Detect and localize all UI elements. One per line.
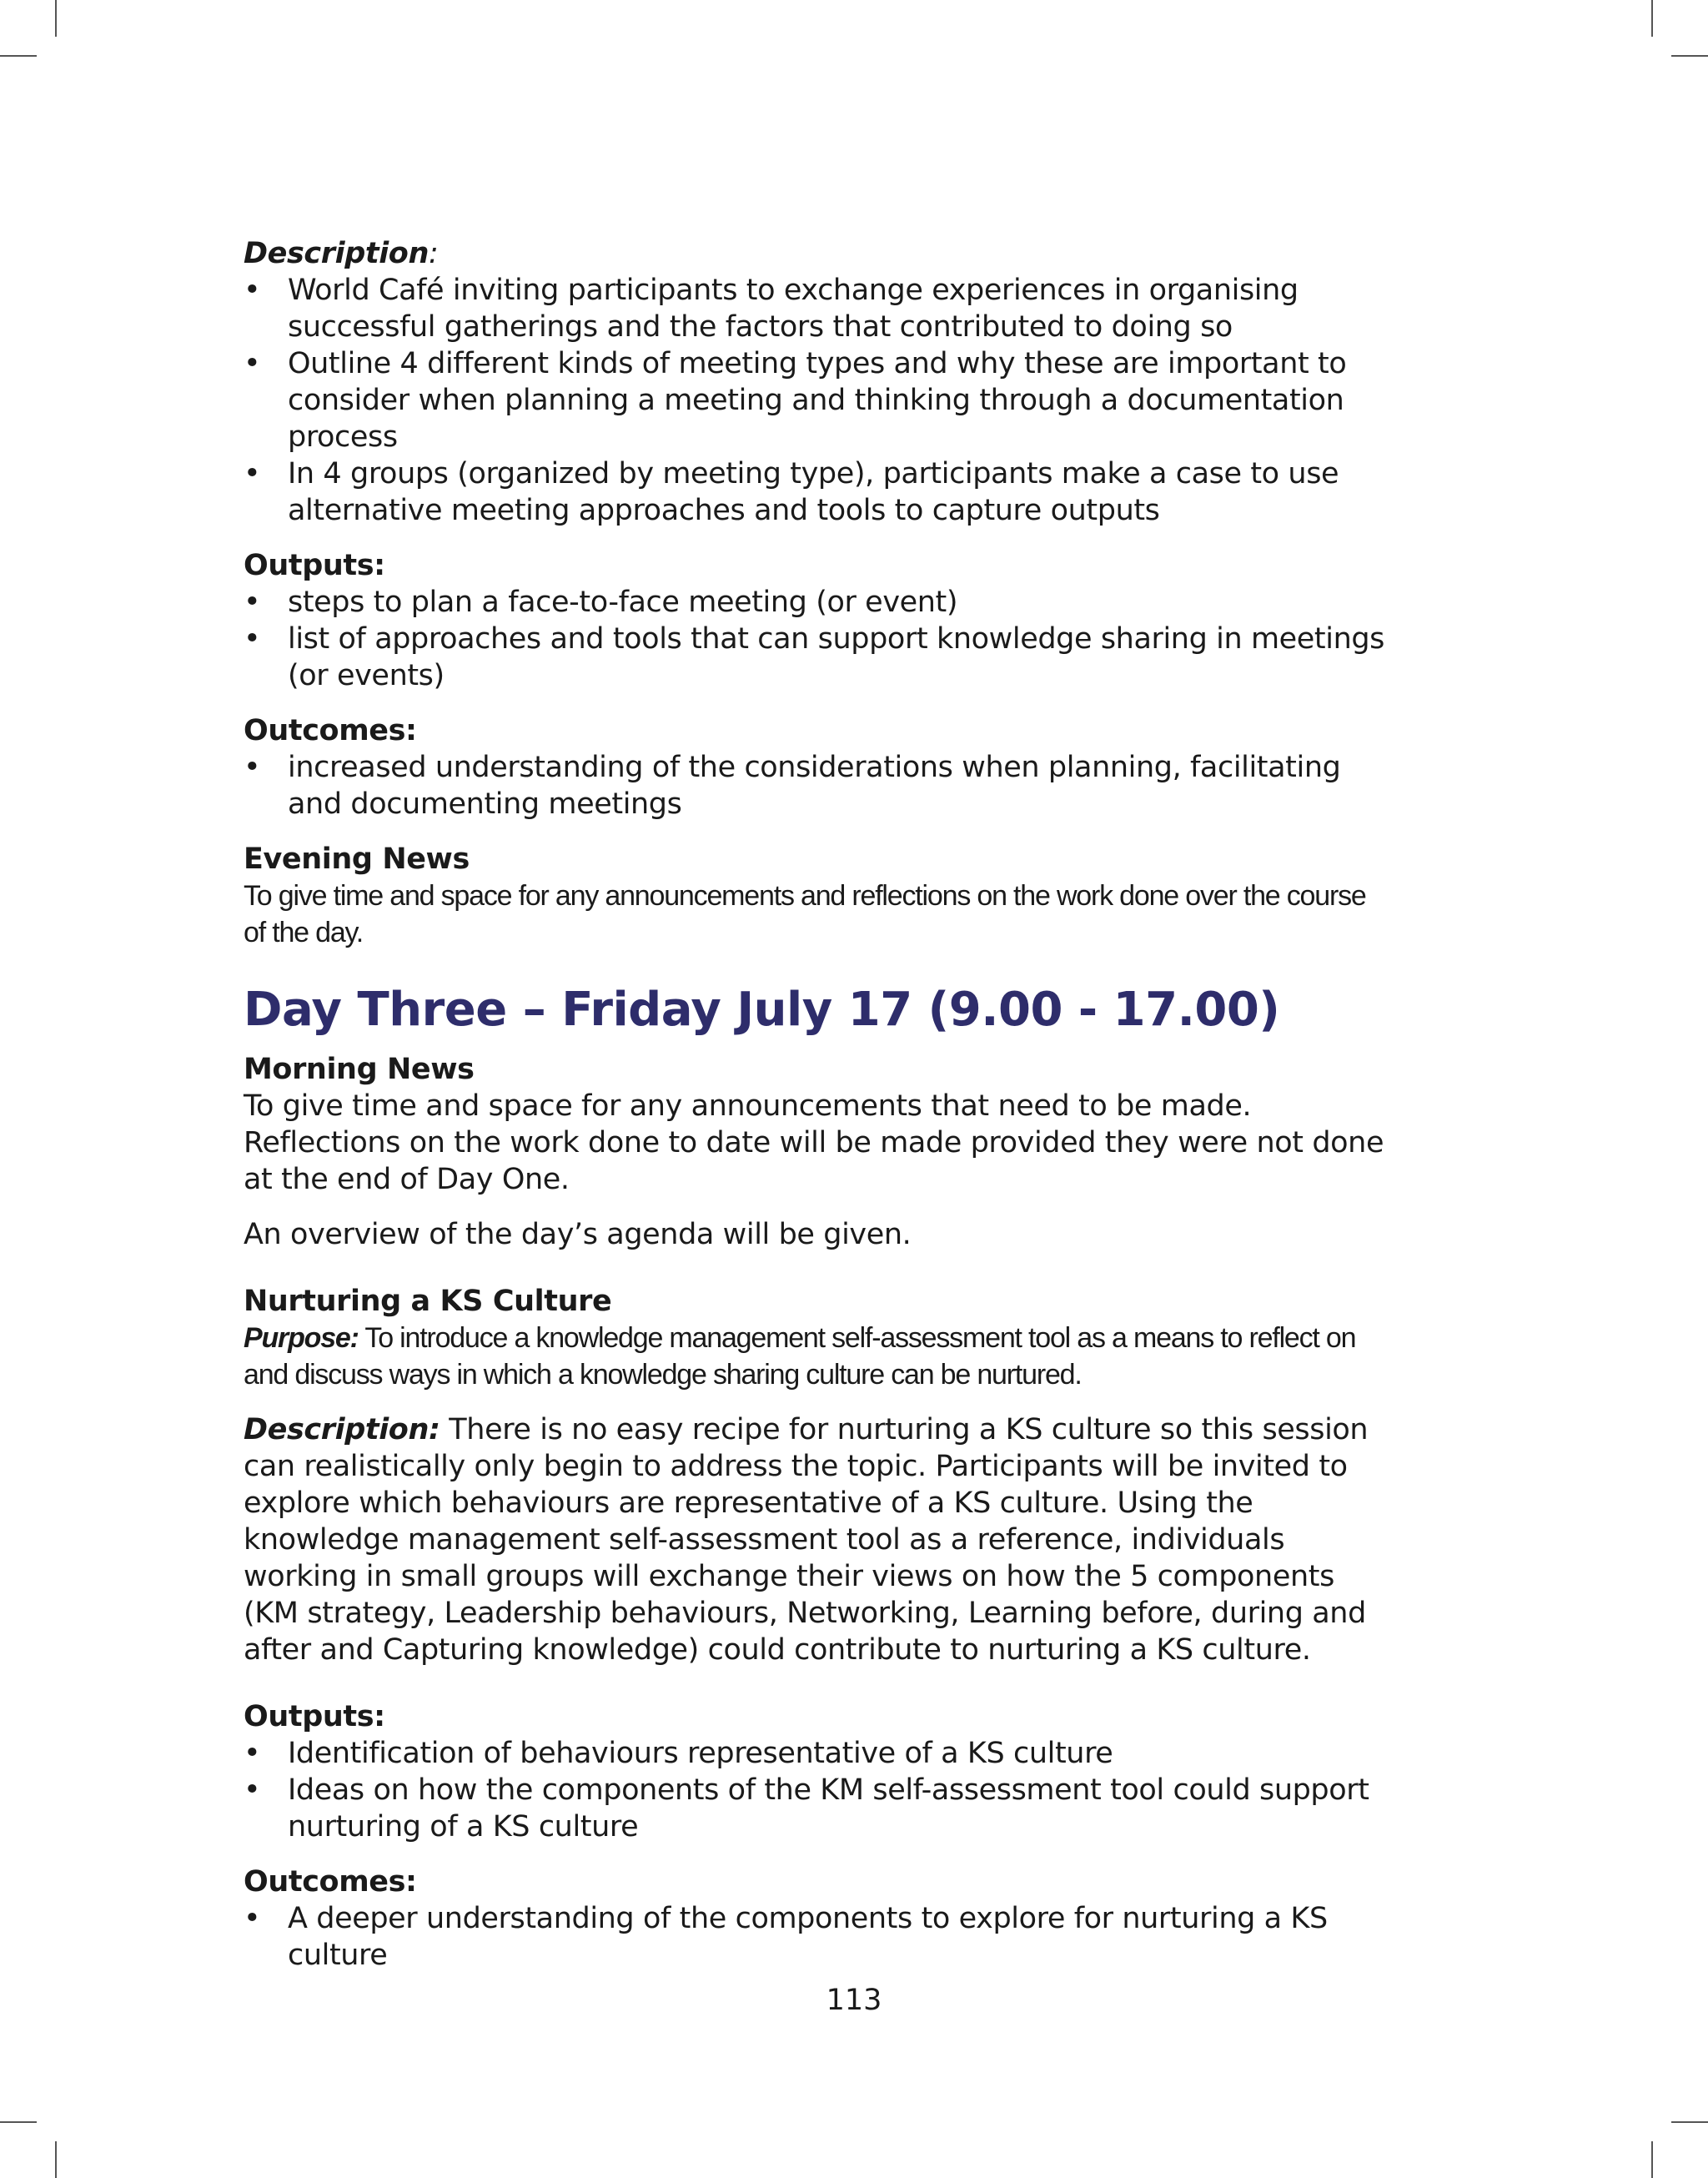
crop-mark [1671, 2121, 1708, 2123]
list-item: • increased understanding of the considerations when planning, facilitating and documenting meetings [244, 749, 1386, 822]
list-item: • World Café inviting participants to exchange experiences in organising successful gatherings and the factors that contributed to doing so [244, 272, 1386, 345]
morning-news-heading: Morning News [244, 1053, 475, 1086]
day-three-heading: Day Three – Friday July 17 (9.00 - 17.00) [244, 983, 1280, 1037]
outputs-heading: Outputs: [244, 549, 385, 582]
evening-news-text: To give time and space for any announcements and reflections on the work done over the course of the day. [244, 880, 1366, 948]
day-three-outputs-list [244, 1735, 1386, 1845]
evening-news-heading: Evening News [244, 843, 470, 876]
crop-mark [1651, 2141, 1653, 2178]
crop-mark [1651, 0, 1653, 37]
page-number: 113 [826, 1984, 882, 2017]
list-item: • In 4 groups (organized by meeting type), participants make a case to use alternative meeting approaches and tools to capture outputs [244, 455, 1386, 529]
purpose-label: Purpose: [244, 1322, 359, 1354]
crop-mark [55, 2141, 57, 2178]
purpose-paragraph [244, 1320, 1386, 1393]
outcomes-heading: Outcomes: [244, 714, 417, 747]
page-content [244, 235, 1386, 1974]
ks-culture-heading: Nurturing a KS Culture [244, 1285, 612, 1318]
crop-mark [0, 2121, 37, 2123]
overview-text: An overview of the day’s agenda will be given. [244, 1218, 912, 1251]
list-item: • Ideas on how the components of the KM self-assessment tool could support nurturing of a KS culture [244, 1772, 1386, 1845]
day-three-outputs-heading: Outputs: [244, 1700, 385, 1733]
list-item: • list of approaches and tools that can support knowledge sharing in meetings (or events) [244, 621, 1386, 694]
description-heading [244, 235, 1386, 272]
list-item: • Outline 4 different kinds of meeting types and why these are important to consider when planning a meeting and thinking through a documentation process [244, 345, 1386, 455]
morning-news-text: To give time and space for any announcements that need to be made. Reflections on the work done to date will be made provided they were not done at the end of Day One. [244, 1089, 1384, 1196]
description-list [244, 272, 1386, 529]
list-item: • Identification of behaviours representative of a KS culture [244, 1735, 1386, 1772]
list-item: • A deeper understanding of the components to explore for nurturing a KS culture [244, 1900, 1386, 1974]
crop-mark [1671, 55, 1708, 57]
crop-mark [55, 0, 57, 37]
day-three-outcomes-heading: Outcomes: [244, 1865, 417, 1899]
outputs-list [244, 584, 1386, 694]
session-description-label: Description: [244, 1413, 440, 1446]
outcomes-list [244, 749, 1386, 822]
day-three-outcomes-list [244, 1900, 1386, 1974]
session-description-text: There is no easy recipe for nurturing a KS culture so this session can realistically only begin to address the topic. Participants will be invited to explore which behaviours are representative of a KS culture. Using the knowledge management self-assessment tool as a reference, individuals working in small groups will exchange their views on how the 5 components (KM strategy, Leadership behaviours, Networking, Learning before, during and after and Capturing knowledge) could contribute to nurturing a KS culture. [244, 1413, 1369, 1667]
description-colon: : [428, 237, 439, 270]
purpose-text: To introduce a knowledge management self-assessment tool as a means to reflect on and discuss ways in which a knowledge sharing culture can be nurtured. [244, 1322, 1356, 1391]
description-label: Description [244, 237, 429, 270]
crop-mark [0, 55, 37, 57]
session-description-paragraph [244, 1411, 1386, 1668]
list-item: • steps to plan a face-to-face meeting (or event) [244, 584, 1386, 621]
